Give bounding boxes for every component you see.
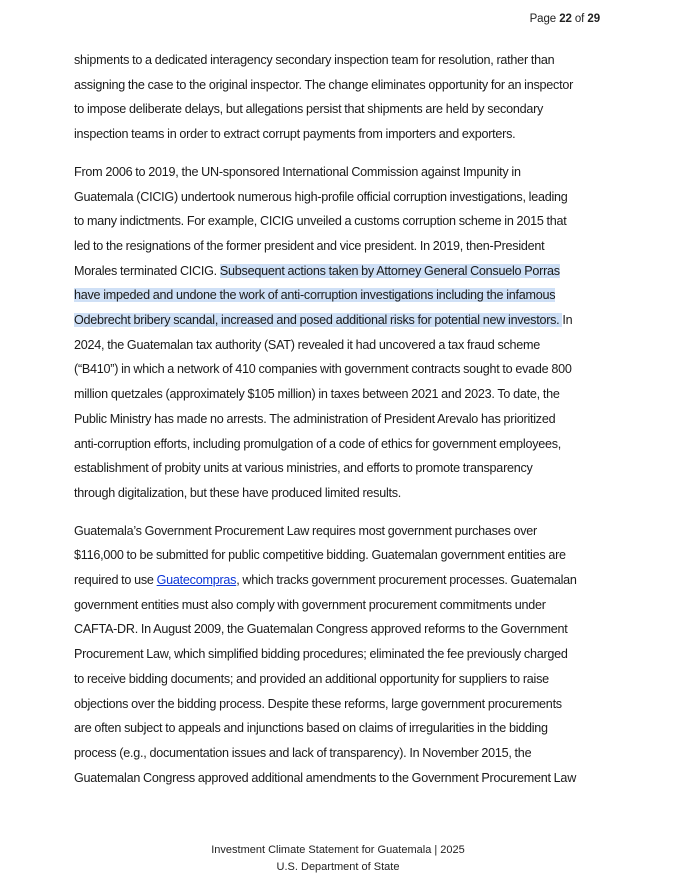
text-line: [74, 283, 604, 308]
page-current: 22: [559, 13, 572, 25]
text-segment: Morales terminated CICIG.: [74, 263, 220, 278]
text-selection-highlight[interactable]: Subsequent actions taken by Attorney General Consuelo Porras: [219, 263, 560, 278]
page-number: [530, 13, 600, 25]
footer-agency: U.S. Department of State: [276, 861, 400, 873]
text-line: process (e.g., documentation issues and lack of transparency). In November 2015, the: [74, 745, 532, 760]
text-line: to receive bidding documents; and provided an additional opportunity for suppliers to raise: [74, 671, 549, 686]
text-line: are often subject to appeals and injunctions based on claims of irregularities in the bidding: [74, 721, 548, 736]
text-line: Guatemalan Congress approved additional amendments to the Government Procurement Law: [74, 770, 577, 785]
footer-title: Investment Climate Statement for Guatemala | 2025: [211, 844, 465, 856]
text-selection-highlight[interactable]: have impeded and undone the work of anti-corruption investigations including the infamous: [74, 288, 556, 303]
text-line: assigning the case to the original inspector. The change eliminates opportunity for an inspector: [74, 77, 574, 92]
page-total: 29: [587, 13, 600, 25]
text-line: through digitalization, but these have produced limited results.: [74, 485, 402, 500]
text-line: [74, 308, 604, 333]
page-footer: [0, 842, 676, 876]
text-line: objections over the bidding process. Despite these reforms, large government procurements: [74, 696, 562, 711]
text-line: [74, 568, 604, 593]
text-segment: required to use: [74, 573, 157, 588]
text-line: Guatemala’s Government Procurement Law requires most government purchases over: [74, 523, 537, 538]
text-line: government entities must also comply with government procurement commitments under: [74, 597, 546, 612]
guatecompras-link[interactable]: Guatecompras: [156, 573, 237, 588]
paragraph-cicig: [74, 160, 604, 506]
paragraph-inspection: [74, 48, 604, 147]
text-line: led to the resignations of the former president and vice president. In 2019, then-President: [74, 238, 545, 253]
text-line: million quetzales (approximately $105 million) in taxes between 2021 and 2023. To date, the: [74, 387, 560, 402]
text-line: to many indictments. For example, CICIG unveiled a customs corruption scheme in 2015 that: [74, 214, 567, 229]
text-line: $116,000 to be submitted for public competitive bidding. Guatemalan government entities are: [74, 548, 566, 563]
text-line: shipments to a dedicated interagency secondary inspection team for resolution, rather than: [74, 53, 555, 67]
text-segment: , which tracks government procurement processes. Guatemalan: [236, 573, 577, 588]
paragraph-procurement: [74, 519, 604, 791]
text-line: establishment of probity units at various ministries, and efforts to promote transparency: [74, 461, 533, 476]
text-line: inspection teams in order to extract corrupt payments from importers and exporters.: [74, 127, 516, 142]
text-line: to impose deliberate delays, but allegations persist that shipments are held by secondary: [74, 102, 544, 117]
text-line: 2024, the Guatemalan tax authority (SAT) revealed it had uncovered a tax fraud scheme: [74, 337, 541, 352]
page-of: of: [574, 13, 585, 25]
text-line: (“B410”) in which a network of 410 companies with government contracts sought to evade 800: [74, 362, 572, 377]
text-line: Guatemala (CICIG) undertook numerous high-profile official corruption investigations, leading: [74, 189, 568, 204]
text-line: CAFTA-DR. In August 2009, the Guatemalan Congress approved reforms to the Government: [74, 622, 568, 637]
text-selection-highlight[interactable]: Odebrecht bribery scandal, increased and posed additional risks for potential new investors.: [74, 313, 563, 328]
page-prefix: Page: [529, 13, 557, 25]
text-line: [74, 259, 604, 284]
text-line: Public Ministry has made no arrests. The administration of President Arevalo has prioritized: [74, 411, 556, 426]
text-line: Procurement Law, which simplified bidding procedures; eliminated the fee previously charged: [74, 647, 568, 662]
document-body: [74, 48, 604, 803]
text-line: From 2006 to 2019, the UN-sponsored International Commission against Impunity in: [74, 164, 521, 179]
text-segment: In: [562, 313, 573, 328]
text-line: anti-corruption efforts, including promulgation of a code of ethics for government employees,: [74, 436, 562, 451]
